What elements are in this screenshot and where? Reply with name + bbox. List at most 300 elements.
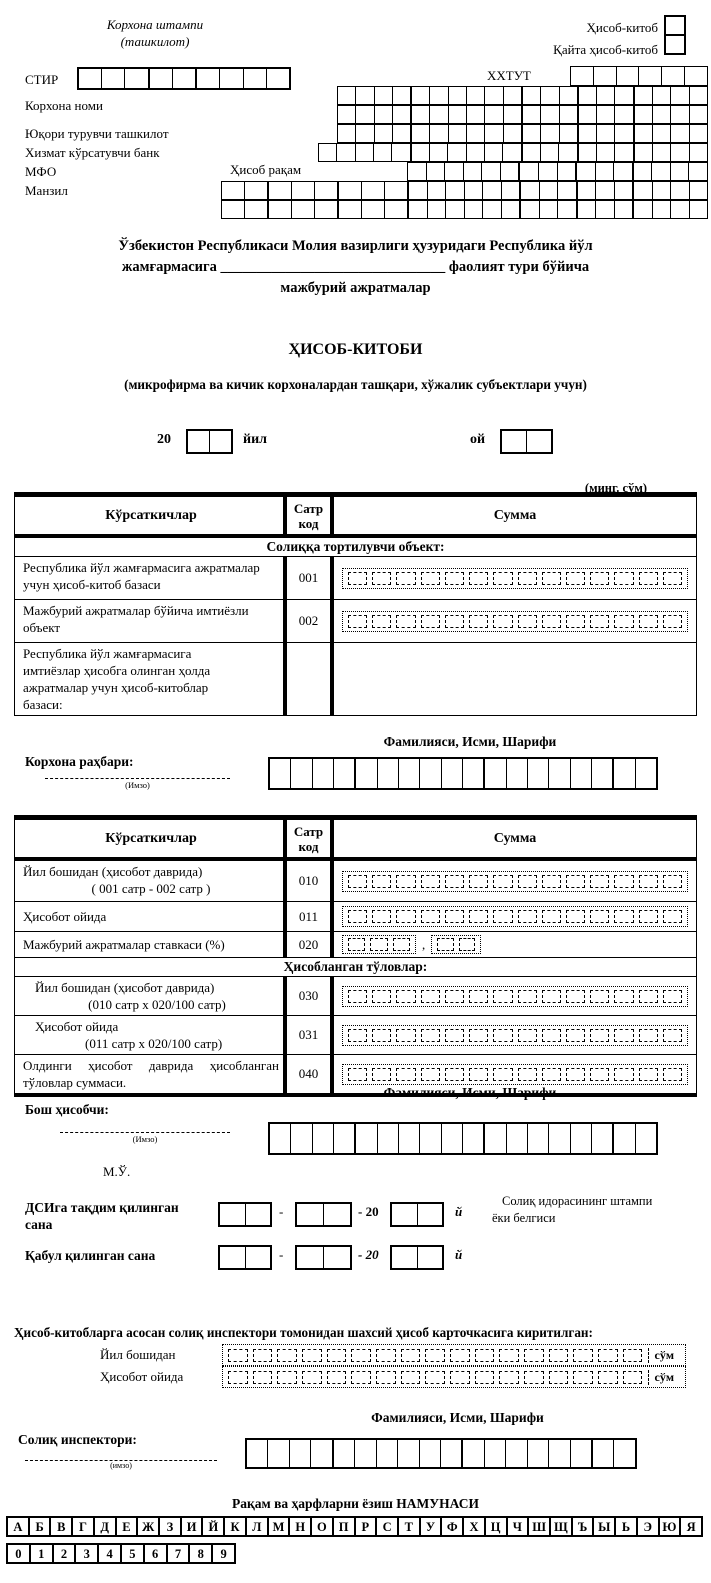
box-cell[interactable]	[461, 1440, 483, 1467]
box-cell[interactable]	[521, 105, 541, 124]
box-cell[interactable]	[493, 572, 512, 585]
box-cell[interactable]	[493, 1068, 512, 1081]
box-cell[interactable]	[639, 875, 658, 888]
box-cell[interactable]	[444, 162, 464, 181]
box-cell[interactable]	[493, 990, 512, 1003]
box-cell[interactable]	[506, 1124, 527, 1153]
box-cell[interactable]	[639, 1029, 658, 1042]
box-cell[interactable]	[372, 875, 391, 888]
box-cell[interactable]	[410, 143, 430, 162]
box-cell[interactable]	[542, 875, 561, 888]
box-cell[interactable]	[337, 124, 356, 143]
box-cell[interactable]	[542, 1068, 561, 1081]
box-cell[interactable]	[327, 1349, 347, 1362]
box-cell[interactable]	[244, 200, 268, 219]
box-cell[interactable]	[445, 200, 465, 219]
box-cell[interactable]	[570, 1440, 591, 1467]
box-cell[interactable]	[612, 1124, 634, 1153]
box-cell[interactable]	[336, 143, 355, 162]
box-cell[interactable]	[482, 200, 502, 219]
box-cell[interactable]	[518, 990, 537, 1003]
box-cell[interactable]	[327, 1371, 347, 1384]
box-cell[interactable]	[524, 1371, 544, 1384]
box-cell[interactable]	[417, 1247, 443, 1268]
box-cell[interactable]	[407, 181, 428, 200]
submitted-month-input[interactable]	[295, 1202, 352, 1227]
box-cell[interactable]	[639, 1068, 658, 1081]
box-cell[interactable]	[506, 759, 527, 788]
box-cell[interactable]	[493, 615, 512, 628]
row-020-rate-integer-input[interactable]	[342, 935, 416, 954]
box-cell[interactable]	[598, 1371, 618, 1384]
box-cell[interactable]	[652, 124, 671, 143]
box-cell[interactable]	[542, 615, 561, 628]
box-cell[interactable]	[354, 1124, 376, 1153]
box-cell[interactable]	[469, 875, 488, 888]
box-cell[interactable]	[549, 1349, 569, 1362]
box-cell[interactable]	[392, 86, 411, 105]
box-cell[interactable]	[540, 124, 559, 143]
box-cell[interactable]	[663, 1068, 682, 1081]
box-cell[interactable]	[540, 86, 559, 105]
box-cell[interactable]	[540, 143, 559, 162]
box-cell[interactable]	[469, 572, 488, 585]
box-cell[interactable]	[124, 69, 147, 88]
box-cell[interactable]	[270, 1124, 290, 1153]
box-cell[interactable]	[519, 200, 540, 219]
box-cell[interactable]	[689, 143, 708, 162]
box-cell[interactable]	[332, 1440, 354, 1467]
box-cell[interactable]	[376, 1371, 396, 1384]
box-cell[interactable]	[445, 990, 464, 1003]
box-cell[interactable]	[429, 143, 448, 162]
box-cell[interactable]	[372, 615, 391, 628]
box-cell[interactable]	[577, 124, 597, 143]
row-020-rate-fraction-input[interactable]	[431, 935, 481, 954]
box-cell[interactable]	[291, 181, 315, 200]
box-cell[interactable]	[590, 875, 609, 888]
box-cell[interactable]	[392, 1204, 417, 1225]
box-cell[interactable]	[221, 200, 245, 219]
box-cell[interactable]	[503, 86, 522, 105]
box-cell[interactable]	[427, 200, 447, 219]
year-input[interactable]	[186, 429, 233, 454]
box-cell[interactable]	[593, 66, 617, 86]
box-cell[interactable]	[670, 124, 689, 143]
row-030-amount-input[interactable]	[342, 986, 688, 1007]
box-cell[interactable]	[337, 181, 362, 200]
box-cell[interactable]	[623, 1371, 643, 1384]
box-cell[interactable]	[614, 1068, 633, 1081]
box-cell[interactable]	[484, 1440, 505, 1467]
recalc-checkbox[interactable]	[664, 34, 686, 55]
box-cell[interactable]	[663, 990, 682, 1003]
box-cell[interactable]	[445, 1068, 464, 1081]
box-cell[interactable]	[348, 1068, 367, 1081]
entry-year-start-input[interactable]	[222, 1344, 686, 1366]
box-cell[interactable]	[566, 615, 585, 628]
box-cell[interactable]	[348, 615, 367, 628]
box-cell[interactable]	[548, 1124, 569, 1153]
box-cell[interactable]	[499, 1371, 519, 1384]
box-cell[interactable]	[542, 990, 561, 1003]
box-cell[interactable]	[464, 181, 484, 200]
box-cell[interactable]	[370, 938, 387, 951]
box-cell[interactable]	[493, 875, 512, 888]
box-cell[interactable]	[632, 200, 653, 219]
box-cell[interactable]	[333, 759, 354, 788]
box-cell[interactable]	[524, 1349, 544, 1362]
parent-org-grid-row[interactable]	[338, 124, 708, 143]
box-cell[interactable]	[437, 938, 454, 951]
box-cell[interactable]	[469, 910, 488, 923]
accepted-day-input[interactable]	[218, 1245, 272, 1270]
box-cell[interactable]	[616, 66, 640, 86]
box-cell[interactable]	[253, 1371, 273, 1384]
box-cell[interactable]	[577, 86, 597, 105]
box-cell[interactable]	[462, 759, 483, 788]
box-cell[interactable]	[590, 615, 609, 628]
box-cell[interactable]	[172, 69, 195, 88]
box-cell[interactable]	[398, 1124, 419, 1153]
box-cell[interactable]	[652, 86, 671, 105]
box-cell[interactable]	[590, 1029, 609, 1042]
box-cell[interactable]	[493, 1029, 512, 1042]
box-cell[interactable]	[663, 910, 682, 923]
box-cell[interactable]	[663, 1029, 682, 1042]
box-cell[interactable]	[590, 1068, 609, 1081]
box-cell[interactable]	[559, 105, 578, 124]
box-cell[interactable]	[348, 875, 367, 888]
box-cell[interactable]	[689, 105, 708, 124]
box-cell[interactable]	[421, 615, 440, 628]
box-cell[interactable]	[633, 105, 653, 124]
box-cell[interactable]	[591, 1440, 613, 1467]
box-cell[interactable]	[684, 66, 708, 86]
box-cell[interactable]	[441, 1124, 462, 1153]
box-cell[interactable]	[445, 1029, 464, 1042]
box-cell[interactable]	[448, 86, 467, 105]
box-cell[interactable]	[663, 875, 682, 888]
box-cell[interactable]	[484, 143, 503, 162]
box-cell[interactable]	[426, 162, 446, 181]
box-cell[interactable]	[421, 990, 440, 1003]
box-cell[interactable]	[484, 124, 503, 143]
month-input[interactable]	[500, 429, 553, 454]
box-cell[interactable]	[421, 910, 440, 923]
box-cell[interactable]	[484, 105, 503, 124]
company-name-grid-row-2[interactable]	[338, 105, 708, 124]
box-cell[interactable]	[393, 938, 410, 951]
box-cell[interactable]	[519, 181, 540, 200]
director-name-input[interactable]	[268, 757, 658, 790]
box-cell[interactable]	[361, 181, 385, 200]
box-cell[interactable]	[354, 1440, 375, 1467]
box-cell[interactable]	[277, 1349, 297, 1362]
box-cell[interactable]	[652, 200, 672, 219]
box-cell[interactable]	[614, 572, 633, 585]
bank-grid-row[interactable]	[319, 143, 708, 162]
box-cell[interactable]	[348, 910, 367, 923]
box-cell[interactable]	[633, 86, 653, 105]
box-cell[interactable]	[518, 615, 537, 628]
box-cell[interactable]	[483, 1124, 505, 1153]
box-cell[interactable]	[499, 1349, 519, 1362]
box-cell[interactable]	[267, 200, 292, 219]
box-cell[interactable]	[518, 572, 537, 585]
box-cell[interactable]	[521, 124, 541, 143]
box-cell[interactable]	[228, 1371, 248, 1384]
box-cell[interactable]	[596, 86, 615, 105]
box-cell[interactable]	[361, 200, 385, 219]
box-cell[interactable]	[450, 1371, 470, 1384]
box-cell[interactable]	[469, 1068, 488, 1081]
box-cell[interactable]	[195, 69, 219, 88]
box-cell[interactable]	[542, 910, 561, 923]
box-cell[interactable]	[372, 910, 391, 923]
box-cell[interactable]	[521, 143, 541, 162]
box-cell[interactable]	[548, 759, 569, 788]
box-cell[interactable]	[348, 1029, 367, 1042]
box-cell[interactable]	[591, 1124, 612, 1153]
box-cell[interactable]	[527, 1124, 548, 1153]
box-cell[interactable]	[323, 1247, 350, 1268]
box-cell[interactable]	[377, 1124, 398, 1153]
box-cell[interactable]	[374, 105, 393, 124]
box-cell[interactable]	[290, 1124, 311, 1153]
box-cell[interactable]	[614, 124, 633, 143]
address-row2-right-cells[interactable]	[408, 200, 708, 219]
box-cell[interactable]	[372, 572, 391, 585]
director-signature-line[interactable]	[45, 777, 230, 779]
box-cell[interactable]	[396, 875, 415, 888]
box-cell[interactable]	[396, 572, 415, 585]
box-cell[interactable]	[566, 1068, 585, 1081]
box-cell[interactable]	[542, 1029, 561, 1042]
box-cell[interactable]	[481, 162, 501, 181]
box-cell[interactable]	[566, 910, 585, 923]
box-cell[interactable]	[392, 1247, 417, 1268]
box-cell[interactable]	[384, 181, 408, 200]
box-cell[interactable]	[302, 1371, 322, 1384]
box-cell[interactable]	[464, 200, 484, 219]
box-cell[interactable]	[526, 431, 551, 452]
box-cell[interactable]	[518, 162, 539, 181]
box-cell[interactable]	[502, 143, 521, 162]
box-cell[interactable]	[542, 572, 561, 585]
box-cell[interactable]	[463, 162, 483, 181]
box-cell[interactable]	[573, 1371, 593, 1384]
box-cell[interactable]	[429, 124, 448, 143]
box-cell[interactable]	[421, 1029, 440, 1042]
box-cell[interactable]	[374, 124, 393, 143]
accepted-month-input[interactable]	[295, 1245, 352, 1270]
box-cell[interactable]	[639, 572, 658, 585]
box-cell[interactable]	[397, 1440, 418, 1467]
box-cell[interactable]	[652, 143, 671, 162]
row-001-amount-input[interactable]	[342, 568, 688, 589]
box-cell[interactable]	[670, 181, 690, 200]
box-cell[interactable]	[401, 1371, 421, 1384]
box-cell[interactable]	[577, 105, 597, 124]
box-cell[interactable]	[355, 124, 374, 143]
box-cell[interactable]	[576, 200, 597, 219]
box-cell[interactable]	[373, 143, 392, 162]
box-cell[interactable]	[253, 1349, 273, 1362]
box-cell[interactable]	[614, 615, 633, 628]
box-cell[interactable]	[348, 990, 367, 1003]
box-cell[interactable]	[596, 143, 615, 162]
submitted-day-input[interactable]	[218, 1202, 272, 1227]
box-cell[interactable]	[445, 181, 465, 200]
box-cell[interactable]	[558, 143, 577, 162]
box-cell[interactable]	[427, 181, 447, 200]
box-cell[interactable]	[598, 1349, 618, 1362]
box-cell[interactable]	[639, 615, 658, 628]
box-cell[interactable]	[469, 615, 488, 628]
box-cell[interactable]	[614, 200, 634, 219]
box-cell[interactable]	[396, 615, 415, 628]
box-cell[interactable]	[228, 1349, 248, 1362]
box-cell[interactable]	[337, 200, 362, 219]
box-cell[interactable]	[421, 875, 440, 888]
box-cell[interactable]	[314, 181, 338, 200]
box-cell[interactable]	[614, 990, 633, 1003]
box-cell[interactable]	[570, 759, 591, 788]
box-cell[interactable]	[244, 181, 268, 200]
box-cell[interactable]	[333, 1124, 354, 1153]
address-row1-left-cells[interactable]	[222, 181, 408, 200]
box-cell[interactable]	[392, 124, 411, 143]
box-cell[interactable]	[445, 875, 464, 888]
box-cell[interactable]	[614, 875, 633, 888]
box-cell[interactable]	[539, 181, 559, 200]
box-cell[interactable]	[462, 1124, 483, 1153]
box-cell[interactable]	[374, 86, 393, 105]
calc-checkbox[interactable]	[664, 15, 686, 36]
box-cell[interactable]	[540, 105, 559, 124]
box-cell[interactable]	[398, 759, 419, 788]
box-cell[interactable]	[633, 124, 653, 143]
box-cell[interactable]	[689, 181, 709, 200]
box-cell[interactable]	[577, 143, 597, 162]
box-cell[interactable]	[312, 1124, 333, 1153]
box-cell[interactable]	[372, 1068, 391, 1081]
box-cell[interactable]	[429, 86, 448, 105]
entry-month-cells[interactable]	[228, 1371, 643, 1384]
box-cell[interactable]	[639, 910, 658, 923]
box-cell[interactable]	[419, 1124, 440, 1153]
address-grid-row-2[interactable]	[222, 200, 708, 219]
box-cell[interactable]	[518, 1029, 537, 1042]
box-cell[interactable]	[302, 1349, 322, 1362]
box-cell[interactable]	[417, 1204, 443, 1225]
box-cell[interactable]	[623, 1349, 643, 1362]
box-cell[interactable]	[291, 200, 315, 219]
row-031-amount-input[interactable]	[342, 1025, 688, 1046]
box-cell[interactable]	[323, 1204, 350, 1225]
row-011-amount-input[interactable]	[342, 906, 688, 927]
box-cell[interactable]	[689, 86, 708, 105]
box-cell[interactable]	[372, 990, 391, 1003]
box-cell[interactable]	[297, 1247, 323, 1268]
box-cell[interactable]	[384, 200, 408, 219]
box-cell[interactable]	[401, 1349, 421, 1362]
box-cell[interactable]	[566, 1029, 585, 1042]
box-cell[interactable]	[392, 105, 411, 124]
box-cell[interactable]	[651, 162, 671, 181]
box-cell[interactable]	[559, 86, 578, 105]
box-cell[interactable]	[445, 910, 464, 923]
accountant-name-input[interactable]	[268, 1122, 658, 1155]
box-cell[interactable]	[469, 1029, 488, 1042]
box-cell[interactable]	[573, 1349, 593, 1362]
box-cell[interactable]	[614, 1029, 633, 1042]
box-cell[interactable]	[337, 86, 356, 105]
box-cell[interactable]	[245, 1204, 271, 1225]
box-cell[interactable]	[396, 1068, 415, 1081]
box-cell[interactable]	[270, 759, 290, 788]
box-cell[interactable]	[548, 1440, 569, 1467]
box-cell[interactable]	[425, 1371, 445, 1384]
box-cell[interactable]	[539, 200, 559, 219]
address-row2-left-cells[interactable]	[222, 200, 408, 219]
box-cell[interactable]	[500, 162, 520, 181]
box-cell[interactable]	[290, 759, 311, 788]
box-cell[interactable]	[670, 105, 689, 124]
box-cell[interactable]	[635, 759, 656, 788]
box-cell[interactable]	[482, 181, 502, 200]
box-cell[interactable]	[633, 143, 653, 162]
box-cell[interactable]	[376, 1440, 397, 1467]
box-cell[interactable]	[505, 1440, 526, 1467]
box-cell[interactable]	[101, 69, 124, 88]
box-cell[interactable]	[518, 1068, 537, 1081]
entry-year-start-cells[interactable]	[228, 1349, 643, 1362]
box-cell[interactable]	[396, 1029, 415, 1042]
row-010-amount-input[interactable]	[342, 871, 688, 892]
box-cell[interactable]	[209, 431, 231, 452]
box-cell[interactable]	[613, 1440, 634, 1467]
box-cell[interactable]	[429, 105, 448, 124]
box-cell[interactable]	[445, 572, 464, 585]
box-cell[interactable]	[566, 572, 585, 585]
box-cell[interactable]	[596, 124, 615, 143]
row-002-amount-input[interactable]	[342, 611, 688, 632]
box-cell[interactable]	[219, 69, 242, 88]
box-cell[interactable]	[632, 162, 653, 181]
box-cell[interactable]	[445, 615, 464, 628]
box-cell[interactable]	[502, 431, 526, 452]
box-cell[interactable]	[632, 181, 653, 200]
box-cell[interactable]	[410, 86, 430, 105]
box-cell[interactable]	[391, 143, 410, 162]
box-cell[interactable]	[466, 143, 485, 162]
box-cell[interactable]	[419, 1440, 440, 1467]
box-cell[interactable]	[596, 105, 615, 124]
box-cell[interactable]	[440, 1440, 461, 1467]
box-cell[interactable]	[614, 143, 633, 162]
box-cell[interactable]	[663, 572, 682, 585]
box-cell[interactable]	[421, 1068, 440, 1081]
box-cell[interactable]	[663, 615, 682, 628]
box-cell[interactable]	[590, 572, 609, 585]
box-cell[interactable]	[466, 124, 485, 143]
box-cell[interactable]	[559, 124, 578, 143]
box-cell[interactable]	[243, 69, 266, 88]
box-cell[interactable]	[661, 66, 685, 86]
box-cell[interactable]	[314, 200, 338, 219]
